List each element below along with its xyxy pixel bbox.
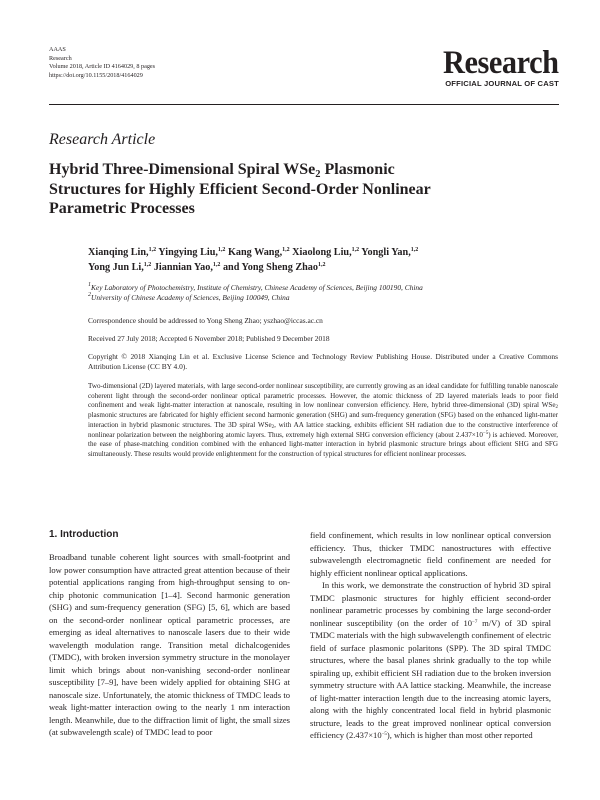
affiliations [88,283,558,303]
author-affiliation: 1,2 [282,247,290,253]
abstract-subscript: 2 [271,424,275,430]
affiliation-text: University of Chinese Academy of Sciences, Beijing 100049, China [91,293,290,303]
affiliation-number: 2 [88,292,91,299]
journal-line: Research [49,54,72,62]
body-column-left [49,529,290,739]
body-text: In this work, we demonstrate the construction of hybrid 3D spiral TMDC plasmonic structures for highly efficient second-order nonlinear parametric processes by combining the large second-order nonlinear susceptibility (on the order of 10 [310,580,551,628]
affiliation-text: Key Laboratory of Photochemistry, Institute of Chemistry, Chinese Academy of Sciences, Beijing 100190, China [91,283,423,292]
abstract-superscript: −5 [482,430,489,436]
article-type: Research Article [49,131,156,148]
title-part-1: Hybrid Three-Dimensional Spiral WSe [49,161,316,178]
article-title [49,160,469,219]
article-metadata [49,46,155,80]
body-text: m/V) of 3D spiral TMDC materials with the high subwavelength confinement of electric field of surface plasmonic polaritons (SPP). The 3D spiral TMDC structures, where the basal planes shrink gradually to the top while spiraling up, exhibit efficient SH radiation due to the broken inversion symmetry structure with AA lattice stacking. Meanwhile, the increase of light-matter interaction length due to the increasing atomic layers, along with the highly concentrated local field in hybrid plasmonic structure, leads to the great improved nonlinear optical conversion efficiency (2.437×10 [310,617,551,740]
abstract-text: ) is achieved. Moreover, the ease of phase-matching condition combined with the enhanced light-matter interaction in hybrid plasmonic structure brings about efficient SHG and SFG simultaneously. These results would provide enlightenment for the construction of typical structures for efficient nonlinear processes. [88,430,559,458]
author-affiliation: 1,2 [143,262,152,268]
body-column-right [310,529,551,742]
abstract-subscript: 2 [555,405,558,411]
affiliation-number: 1 [88,282,91,288]
body-paragraph [310,579,551,742]
affiliation-item [88,293,558,303]
abstract [88,382,558,460]
copyright-notice: Copyright © 2018 Xianqing Lin et al. Exclusive License Science and Technology Review Publishing House. Distributed under a Creative Commons Attribution License (CC BY 4.0). [88,352,558,372]
header-divider [49,104,559,105]
author-name: Xiaolong Liu, [292,247,352,258]
section-heading: 1. Introduction [49,529,119,540]
doi-link[interactable]: https://doi.org/10.1155/2018/4164029 [49,71,143,79]
author-affiliation: 1,2 [410,247,419,253]
affiliation-item [88,283,558,293]
abstract-text: Two-dimensional (2D) layered materials, with large second-order nonlinear susceptibility, are currently growing as an ideal candidate for fulfilling tunable nanoscale coherent light through the second-order nonlinear optical parametric processes. However, the atomic thickness of 2D layered materials leads to poor field confinement and weak light-matter interaction at nanoscale, resulting in low nonlinear conversion efficiency. Here, hybrid three-dimensional (3D) spiral WSe [88,382,558,410]
volume-line: Volume 2018, Article ID 4164029, 8 pages [49,63,156,71]
correspondence-note: Correspondence should be addressed to Yong Sheng Zhao; yszhao@iccas.ac.cn [88,316,323,325]
author-affiliation: 1,2 [217,247,226,253]
body-superscript: −7 [472,619,478,625]
body-paragraph: field confinement, which results in low nonlinear optical conversion efficiency. Thus, thicker TMDC nanostructures with effective subwavelength electromagnetic field confinement are needed for highly efficient nonlinear optical applications. [310,530,551,578]
author-name: Jiannian Yao, [153,262,213,273]
title-part-2: Plasmonic Structures for Highly Efficient Second-Order Nonlinear Parametric Processes [49,161,431,217]
journal-logo-subtitle: OFFICIAL JOURNAL OF CAST [445,79,559,88]
body-text: ), which is higher than most other reported [386,730,533,740]
author-list [88,245,528,275]
author-name: Yong Jun Li, [88,262,144,273]
abstract-text: plasmonic structures are fabricated for highly efficient second harmonic generation (SHG) and sum-frequency generation (SFG) based on the enhanced light-matter interaction in hybrid plasmonic structures. The 3D spiral WSe [88,411,558,429]
journal-logo-name: Research [443,45,559,81]
author-affiliation: 1,2 [212,262,221,268]
body-paragraph: Broadband tunable coherent light sources with small-footprint and low power consumption have attracted great attention because of their potential applications ranging from high-throughput sensing to on-chip photonic communication [1–4]. Second harmonic generation (SHG) and sum-frequency generation (SFG) [5, 6], which are based on the second-order nonlinear optical parametric processes, are emerging as ideal alternatives to nanoscale lasers due to their wide wavelength modulation range. Transition metal dichalcogenides (TMDC), with broken inversion symmetry structure in the monolayer limit which brings about non-vanishing second-order nonlinear susceptibility [7–9], have been widely applied for obtaining SHG at nanoscale size. Unfortunately, the atomic thickness of TMDC leads to weak light-matter interaction owing to the nearly 1 nm interaction length. Meanwhile, due to the diffraction limit of light, the small sizes (at subwavelength scale) of TMDC lead to poor [49,552,290,737]
author-name: Xianqing Lin, [88,247,149,258]
author-affiliation: 1,2 [148,247,157,253]
author-affiliation: 1,2 [351,247,360,253]
author-name: Yongli Yan, [361,247,411,258]
body-superscript: −5 [381,732,387,737]
author-name: and Yong Sheng Zhao [222,262,318,273]
publisher-line: AAAS [49,46,66,53]
author-name: Yingying Liu, [158,247,218,258]
author-name: Kang Wang, [227,247,283,258]
journal-logo [433,45,559,88]
title-subscript: 2 [315,169,321,180]
publication-dates: Received 27 July 2018; Accepted 6 November 2018; Published 9 December 2018 [88,334,330,343]
abstract-text: , with AA lattice stacking, exhibits efficient SH radiation due to the constructive interference of nonlinear polarization between the neighboring atomic layers. Thus, extremely high external SHG conversion efficiency (about 2.437×10 [88,420,558,439]
author-affiliation: 1,2 [317,262,326,268]
